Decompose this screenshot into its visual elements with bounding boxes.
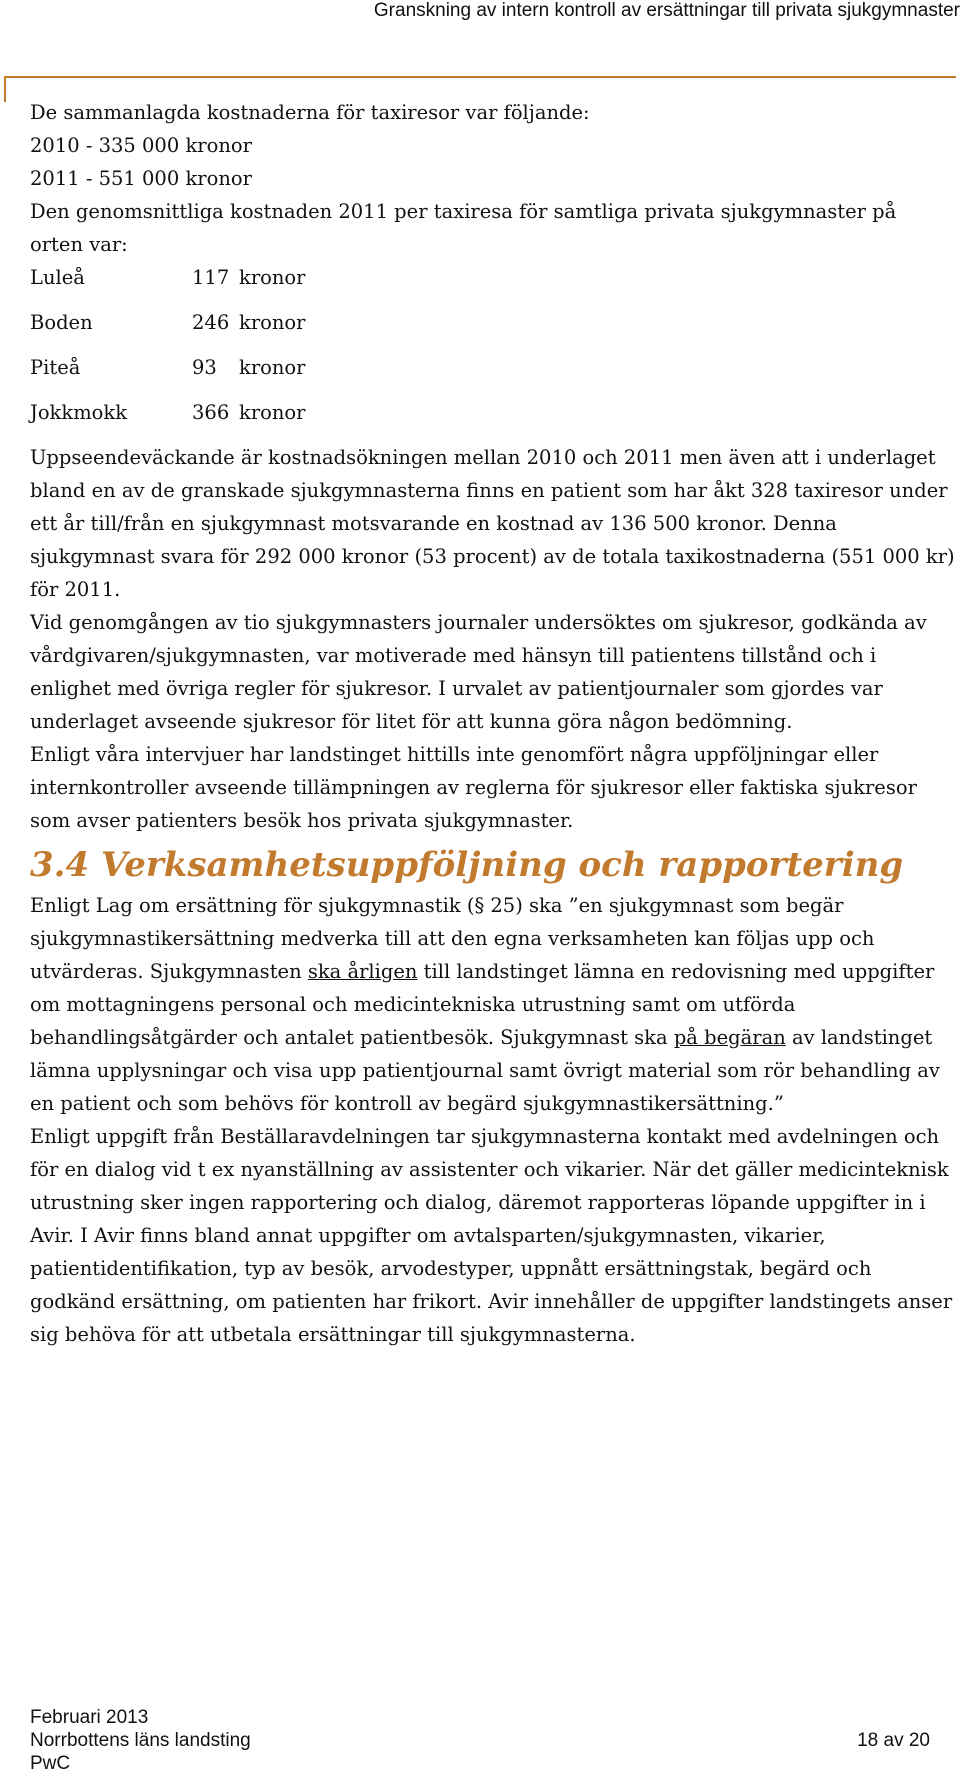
paragraph-cost-increase: Uppseendeväckande är kostnadsökningen mellan 2010 och 2011 men även att i underlaget bland en av de granskade sjukgymnasterna finns en patient som har åkt 328 taxiresor under ett år till/från en sjukgymnast motsvarande en kostnad av 136 500 kronor. Denna sjukgymnast svara för 292 000 kronor (53 procent) av de totala taxikostnaderna (551 000 kr) för 2011. [30,446,955,601]
law-quote-text: Enligt Lag om ersättning för sjukgymnastik (§ 25) ska ”en sjukgymnast som begär sjukgymnastikersättning medverka till att den egna verksamheten kan följas upp och utvärderas. Sjukgymnasten [30,894,875,983]
city-name: Jokkmokk [30,401,128,424]
footer-author: PwC [30,1753,71,1774]
section-heading-3-4: 3.4 Verksamhetsuppföljning och rapportering [30,845,904,885]
city-cost [192,351,306,384]
paragraph-interviews: Enligt våra intervjuer har landstinget hittills inte genomfört några uppföljningar eller internkontroller avseende tillämpningen av reglerna för sjukresor eller faktiska sjukresor som avser patienters besök hos privata sjukgymnaster. [30,743,917,832]
city-cost-value: 93 [192,356,217,379]
paragraph-journal-review: Vid genomgången av tio sjukgymnasters journaler undersöktes om sjukresor, godkända av vårdgivaren/sjukgymnasten, var motiverade med hänsyn till patientens tillstånd och i enlighet med övriga regler för sjukresor. I urvalet av patientjournaler som gjordes var underlaget avseende sjukresor för litet för att kunna göra någon bedömning. [30,611,927,733]
city-row-pitea [30,351,955,384]
city-row-boden [30,306,955,339]
header-rule-corner [4,76,6,102]
city-cost-value: 117 [192,266,230,289]
taxi-costs-intro: De sammanlagda kostnaderna för taxiresor var följande: [30,101,590,124]
city-name: Luleå [30,266,85,289]
footer-organization: Norrbottens läns landsting [30,1730,251,1751]
city-cost-value: 366 [192,401,230,424]
law-quote-text: av landstinget lämna upplysningar och visa upp patientjournal samt övrigt material som rör behandling av en patient och som behövs för kontroll av begärd sjukgymnastikersättning.” [30,1026,940,1115]
average-cost-intro: Den genomsnittliga kostnaden 2011 per taxiresa för samtliga privata sjukgymnaster på orten var: [30,200,897,256]
paragraph-avir: Enligt uppgift från Beställaravdelningen tar sjukgymnasterna kontakt med avdelningen och för en dialog vid t ex nyanställning av assistenter och vikarier. När det gäller medicinteknisk utrustning sker ingen rapportering och dialog, däremot rapporteras löpande uppgifter in i Avir. I Avir finns bland annat uppgifter om avtalsparten/sjukgymnasten, vikarier, patientidentifikation, typ av besök, arvodestyper, uppnått ersättningstak, begärd och godkänd ersättning, om patienten har frikort. Avir innehåller de uppgifter landstingets anser sig behöva för att utbetala ersättningar till sjukgymnasterna. [30,1125,953,1346]
underlined-text: ska årligen [307,960,418,983]
underlined-text: på begäran [673,1026,786,1049]
page-number: 18 av 20 [857,1730,930,1751]
city-cost [192,306,306,339]
page-content [30,96,955,1351]
city-cost-unit: kronor [239,266,306,289]
city-name: Piteå [30,356,81,379]
city-cost-value: 246 [192,311,230,334]
document-header-title: Granskning av intern kontroll av ersättningar till privata sjukgymnaster [373,0,960,21]
city-cost-unit: kronor [239,311,306,334]
city-name: Boden [30,311,93,334]
city-cost-unit: kronor [239,401,306,424]
cost-line-2011: 2011 - 551 000 kronor [30,167,252,190]
header-rule [4,76,956,78]
cost-line-2010: 2010 - 335 000 kronor [30,134,252,157]
paragraph-law-quote [30,889,955,1120]
law-quote-text: till landstinget lämna en redovisning med uppgifter om mottagningens personal och medicintekniska utrustning samt om utförda behandlingsåtgärder och antalet patientbesök. Sjukgymnast ska [30,960,935,1049]
city-cost-unit: kronor [239,356,306,379]
footer-date: Februari 2013 [30,1707,149,1728]
city-cost [192,261,306,294]
city-cost [192,396,306,429]
city-row-jokkmokk [30,396,955,429]
city-row-lulea [30,261,955,294]
footer [30,1706,251,1775]
